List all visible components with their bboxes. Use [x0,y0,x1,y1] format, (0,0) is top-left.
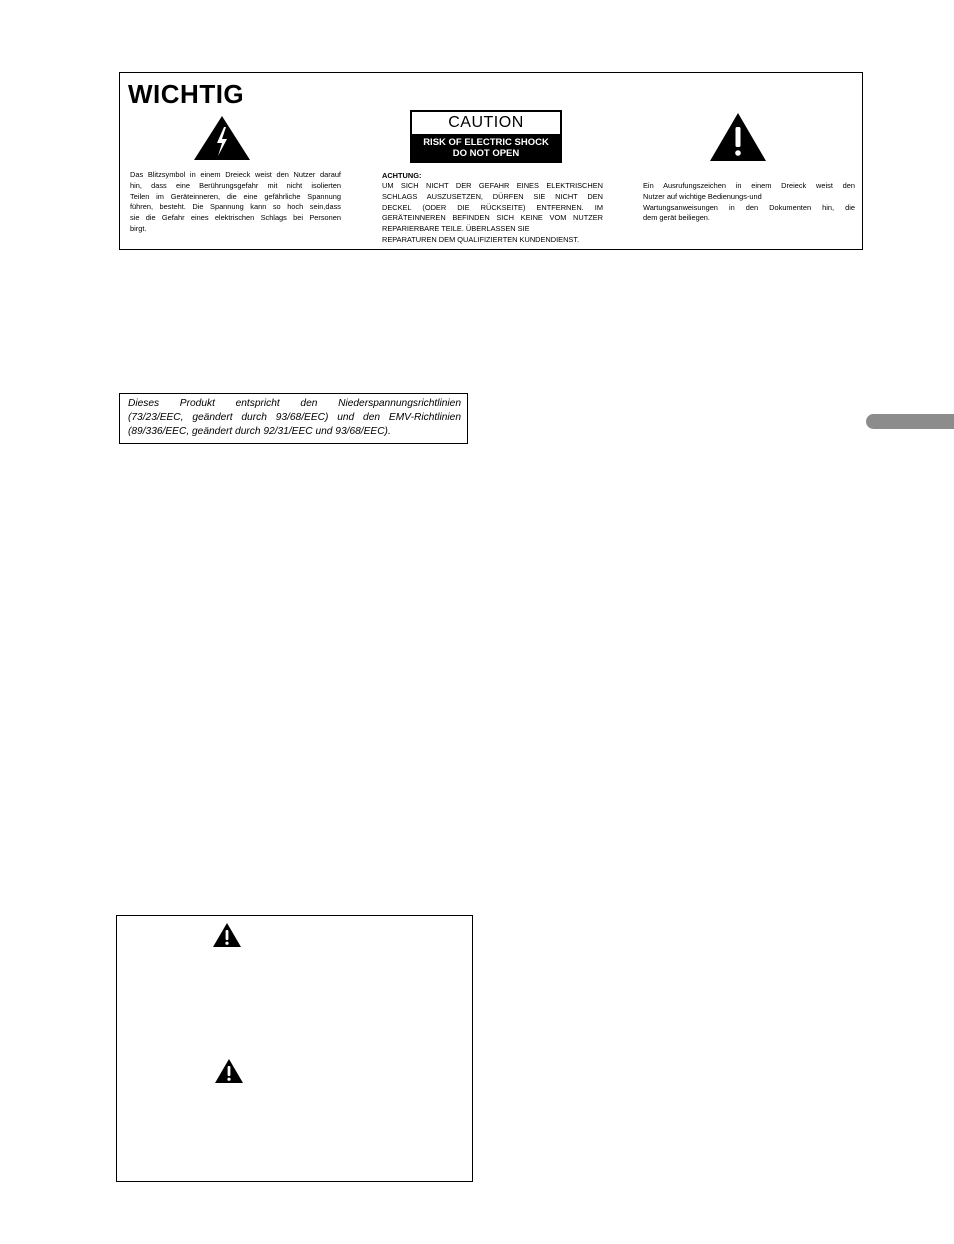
text-line: REPARATUREN DEM QUALIFIZIERTEN KUNDENDIENST. [382,234,580,244]
side-tab-marker [866,414,954,429]
warning-box [116,915,473,1182]
text-line: birgt. [130,223,147,233]
text-line: Das Blitzsymbol in einem Dreieck weist den Nutzer darauf [130,170,341,179]
text-line: hin, dass eine Berührungsgefahr mit nicht isolierten [130,180,341,190]
text-line: dem gerät beiliegen. [643,213,710,223]
compliance-line: Dieses Produkt entspricht den Niederspannungsrichtlinien [128,398,461,409]
compliance-line: (73/23/EEC, geändert durch 93/68/EEC) und den EMV-Richtlinien [128,412,461,423]
caution-explanation [382,181,603,246]
warning-triangle-icon [212,922,242,948]
lightning-explanation [130,170,341,235]
text-line: DECKEL (ODER DIE RÜCKSEITE) ENTFERNEN. IM [382,202,603,212]
caution-heading: ACHTUNG: [382,171,422,180]
text-line: Ein Ausrufungszeichen in einem Dreieck weist den [643,181,855,190]
text-line: sie die Gefahr eines elektrischen Schlags bei Personen [130,213,341,223]
text-line: Wartungsanweisungen in den Dokumenten hin, die [643,202,855,212]
exclamation-triangle-icon [709,112,767,162]
text-line: GERÄTEINNEREN BEFINDEN SICH KEINE VOM NUTZER [382,213,603,223]
text-line: Teilen im Geräteinneren, die eine gefährliche Spannung [130,191,341,201]
compliance-notice [119,393,468,444]
compliance-line: (89/336/EEC, geändert durch 92/31/EEC und 93/68/EEC). [128,426,391,437]
text-line: führen, besteht. Die Spannung kann so hoch sein,dass [130,202,341,212]
wichtig-title: WICHTIG [128,79,245,109]
text-line: UM SICH NICHT DER GEFAHR EINES ELEKTRISCHEN [382,181,603,190]
caution-label-top: CAUTION [448,114,524,131]
text-line: REPARIERBARE TEILE. ÜBERLASSEN SIE [382,224,530,234]
text-line: SCHLAGS AUSZUSETZEN, DÜRFEN SIE NICHT DEN [382,191,603,201]
text-line: Nutzer auf wichtige Bedienungs-und [643,191,762,201]
caution-label-line1: RISK OF ELECTRIC SHOCK [423,137,549,148]
caution-label-bottom [412,134,560,161]
caution-label [410,110,562,163]
lightning-triangle-icon [193,115,251,161]
warning-triangle-icon [214,1058,244,1084]
wichtig-box [119,72,863,250]
caution-label-line2: DO NOT OPEN [452,148,520,159]
exclamation-explanation [643,181,855,224]
